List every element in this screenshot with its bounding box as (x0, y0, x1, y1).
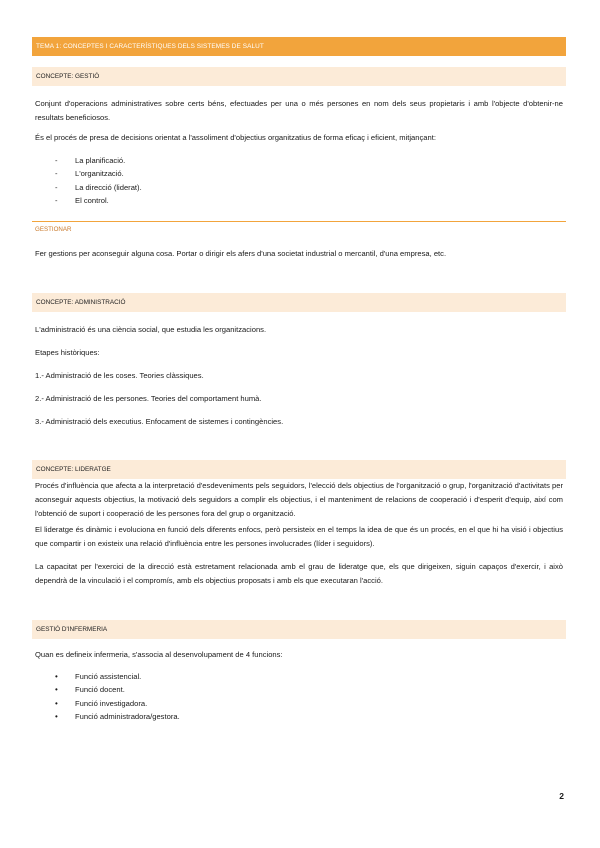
list-item: - L'organització. (55, 167, 355, 180)
lideratge-paragraph: El lideratge és dinàmic i evoluciona en funció dels diferents enfocs, però persisteix en el temps la idea de que és un procés, en el que hi ha visió i objectius que compartir i on existeix una relació d'influència entre les persones involucrades (líder i seguidors). (35, 525, 563, 548)
chapter-banner (32, 37, 566, 56)
gestio-list (55, 154, 355, 208)
lideratge-paragraph: Procés d'influència que afecta a la interpretació d'esdeveniments pels seguidors, l'elecció dels objectius de l'organització o grup, l'organització d'activitats per aconseguir aquests objectius, la motivació dels seguidors a complir els objectius, i el manteniment de relacions de cooperació i d'esperit d'equip, així com l'obtenció de suport i cooperació de les persones fora del grup o organització. (35, 481, 563, 518)
infermeria-intro: Quan es defineix infermeria, s'associa al desenvolupament de 4 funcions: (35, 650, 283, 659)
divider (32, 221, 566, 222)
administracio-stages-label: Etapes històriques: (35, 348, 100, 357)
list-item: • Funció investigadora. (55, 697, 355, 710)
section-heading-infermeria (32, 620, 566, 639)
administracio-stage: 2.- Administració de les persones. Teories del comportament humà. (35, 394, 262, 403)
list-item: • Funció assistencial. (55, 670, 355, 683)
list-item: - La planificació. (55, 154, 355, 167)
administracio-intro: L'administració és una ciència social, que estudia les organitzacions. (35, 325, 267, 334)
page-number: 2 (559, 791, 564, 801)
section-heading-text: GESTIÓ D'INFERMERIA (36, 626, 108, 633)
gestionar-label: GESTIONAR (35, 226, 72, 233)
chapter-title: TEMA 1: CONCEPTES I CARACTERÍSTIQUES DELS SISTEMES DE SALUT (36, 43, 264, 50)
list-item: - El control. (55, 194, 355, 207)
section-heading-gestio (32, 67, 566, 86)
list-item: - La direcció (liderat). (55, 181, 355, 194)
lideratge-paragraph: La capacitat per l'exercici de la direcció està estretament relacionada amb el grau de lideratge que, els que dirigeixen, siguin capaços d'exercir, i això dependrà de la vinculació i el compromís, amb els objectius proposats i amb els que executaran l'acció. (35, 562, 563, 585)
section-heading-text: CONCEPTE: ADMINISTRACIÓ (36, 299, 126, 306)
administracio-stage: 1.- Administració de les coses. Teories clàssiques. (35, 371, 204, 380)
gestionar-text: Fer gestions per aconseguir alguna cosa. Portar o dirigir els afers d'una societat industrial o mercantil, d'una empresa, etc. (35, 249, 447, 258)
gestio-process: És el procés de presa de decisions orientat a l'assoliment d'objectius organitzatius de forma eficaç i eficient, mitjançant: (35, 133, 436, 142)
list-item: • Funció docent. (55, 683, 355, 696)
section-heading-text: CONCEPTE: LIDERATGE (36, 466, 111, 473)
administracio-stage: 3.- Administració dels executius. Enfocament de sistemes i contingències. (35, 417, 284, 426)
section-heading-text: CONCEPTE: GESTIÓ (36, 73, 100, 80)
infermeria-list (55, 670, 355, 724)
gestio-definition: Conjunt d'operacions administratives sobre certs béns, efectuades per una o més persones en nom dels seus propietaris i amb l'objecte d'obtenir-ne resultats beneficiosos. (35, 99, 563, 122)
list-item: • Funció administradora/gestora. (55, 710, 355, 723)
section-heading-administracio (32, 293, 566, 312)
section-heading-lideratge (32, 460, 566, 479)
